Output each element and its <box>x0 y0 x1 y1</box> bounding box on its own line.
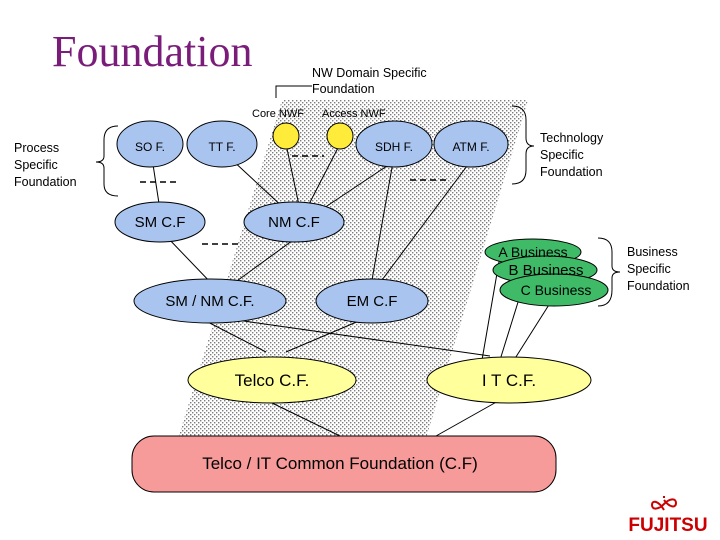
sm-nm-cf-label: SM / NM C.F. <box>165 293 255 310</box>
process-bracket <box>96 126 118 196</box>
tt-label: TT F. <box>208 140 236 154</box>
process-label-2: Specific <box>14 158 58 172</box>
process-label-3: Foundation <box>14 175 77 189</box>
atm-label: ATM F. <box>452 140 490 154</box>
business-label-2: Specific <box>627 262 671 276</box>
access-nwf-node <box>327 123 353 149</box>
technology-label-1: Technology <box>540 131 604 145</box>
common-foundation-label: Telco / IT Common Foundation (C.F) <box>202 454 478 473</box>
so-label: SO F. <box>134 140 166 154</box>
sdh-label: SDH F. <box>374 140 414 154</box>
access-nwf-label: Access NWF <box>322 108 386 120</box>
business-label-3: Foundation <box>627 279 690 293</box>
nw-domain-pointer <box>276 86 312 98</box>
technology-label-2: Specific <box>540 148 584 162</box>
technology-label-3: Foundation <box>540 165 603 179</box>
it-cf-label: I T C.F. <box>481 371 537 390</box>
fujitsu-infinity-icon <box>652 496 676 510</box>
nm-cf-label: NM C.F <box>268 214 320 231</box>
telco-cf-label: Telco C.F. <box>234 371 310 390</box>
core-nwf-node <box>273 123 299 149</box>
nw-domain-label-2: Foundation <box>312 82 375 96</box>
sm-cf-label: SM C.F <box>134 214 186 231</box>
business-label-1: Business <box>627 245 678 259</box>
core-nwf-label: Core NWF <box>252 108 304 120</box>
c-business-label: C Business <box>520 282 592 298</box>
process-label-1: Process <box>14 141 60 155</box>
fujitsu-wordmark: FUJITSU <box>628 515 708 536</box>
b-business-label: B Business <box>508 262 584 279</box>
em-cf-label: EM C.F <box>346 293 398 310</box>
fujitsu-logo <box>628 496 707 536</box>
nw-domain-label-1: NW Domain Specific <box>312 66 427 80</box>
page-title: Foundation <box>52 27 253 76</box>
a-business-label: A Business <box>498 244 568 260</box>
